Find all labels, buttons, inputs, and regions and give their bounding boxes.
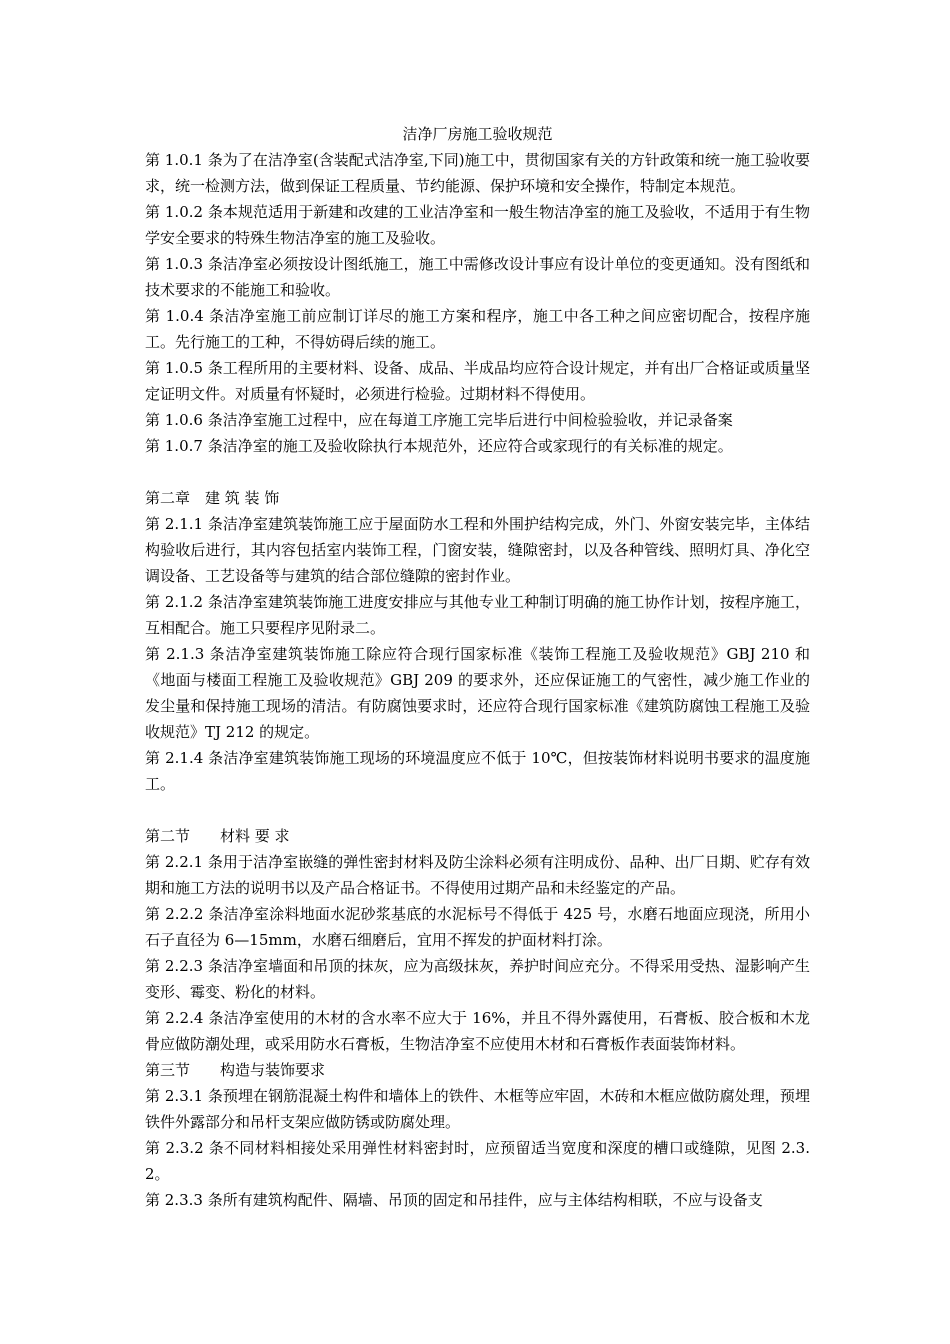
document-title: 洁净厂房施工验收规范 [402, 125, 553, 143]
paragraph-2-3-1: 第 2.3.1 条预埋在钢筋混凝土构件和墙体上的铁件、木框等应牢固，木砖和木框应做防腐处理，预埋铁件外露部分和吊杆支架应做防锈或防腐处理。 [145, 1087, 810, 1131]
paragraph-2-2-2: 第 2.2.2 条洁净室涂料地面水泥砂浆基底的水泥标号不得低于 425 号，水磨石地面应现浇，所用小石子直径为 6—15mm，水磨石细磨后，宜用不挥发的护面材料打涂。 [145, 905, 810, 949]
document-page [145, 121, 810, 1213]
paragraph-1-0-4: 第 1.0.4 条洁净室施工前应制订详尽的施工方案和程序，施工中各工种之间应密切配合，按程序施工。先行施工的工种，不得妨碍后续的施工。 [145, 307, 810, 351]
paragraph-2-1-4: 第 2.1.4 条洁净室建筑装饰施工现场的环境温度应不低于 10℃，但按装饰材料说明书要求的温度施工。 [145, 749, 810, 793]
section-3-heading: 第三节 构造与装饰要求 [145, 1061, 326, 1079]
chapter-2-heading: 第二章 建 筑 装 饰 [145, 489, 280, 507]
paragraph-1-0-1: 第 1.0.1 条为了在洁净室(含装配式洁净室,下同)施工中，贯彻国家有关的方针政策和统一施工验收要求，统一检测方法，做到保证工程质量、节约能源、保护环境和安全操作，特制定本规范。 [145, 151, 810, 195]
paragraph-1-0-7: 第 1.0.7 条洁净室的施工及验收除执行本规范外，还应符合或家现行的有关标准的规定。 [145, 437, 733, 455]
paragraph-2-2-4: 第 2.2.4 条洁净室使用的木材的含水率不应大于 16%，并且不得外露使用，石膏板、胶合板和木龙骨应做防潮处理，或采用防水石膏板，生物洁净室不应使用木材和石膏板作表面装饰材料。 [145, 1009, 810, 1053]
blank-line [145, 797, 810, 823]
paragraph-1-0-2: 第 1.0.2 条本规范适用于新建和改建的工业洁净室和一般生物洁净室的施工及验收，不适用于有生物学安全要求的特殊生物洁净室的施工及验收。 [145, 203, 810, 247]
paragraph-2-3-2: 第 2.3.2 条不同材料相接处采用弹性材料密封时，应预留适当宽度和深度的槽口或缝隙，见图 2.3.2。 [145, 1139, 810, 1183]
paragraph-1-0-6: 第 1.0.6 条洁净室施工过程中，应在每道工序施工完毕后进行中间检验验收，并记录备案 [145, 411, 733, 429]
paragraph-2-2-3: 第 2.2.3 条洁净室墙面和吊顶的抹灰，应为高级抹灰，养护时间应充分。不得采用受热、湿影响产生变形、霉变、粉化的材料。 [145, 957, 810, 1001]
paragraph-2-3-3: 第 2.3.3 条所有建筑构配件、隔墙、吊顶的固定和吊挂件，应与主体结构相联，不应与设备支 [145, 1191, 763, 1209]
paragraph-2-1-2: 第 2.1.2 条洁净室建筑装饰施工进度安排应与其他专业工种制订明确的施工协作计划，按程序施工，互相配合。施工只要程序见附录二。 [145, 593, 810, 637]
blank-line [145, 459, 810, 485]
paragraph-1-0-5: 第 1.0.5 条工程所用的主要材料、设备、成品、半成品均应符合设计规定，并有出厂合格证或质量坚定证明文件。对质量有怀疑时，必须进行检验。过期材料不得使用。 [145, 359, 810, 403]
paragraph-1-0-3: 第 1.0.3 条洁净室必须按设计图纸施工，施工中需修改设计事应有设计单位的变更通知。没有图纸和技术要求的不能施工和验收。 [145, 255, 810, 299]
paragraph-2-1-1: 第 2.1.1 条洁净室建筑装饰施工应于屋面防水工程和外围护结构完成，外门、外窗安装完毕，主体结构验收后进行，其内容包括室内装饰工程，门窗安装，缝隙密封，以及各种管线、照明灯具、净化空调设备、工艺设备等与建筑的结合部位缝隙的密封作业。 [145, 515, 810, 585]
paragraph-2-1-3: 第 2.1.3 条洁净室建筑装饰施工除应符合现行国家标准《装饰工程施工及验收规范》GBJ 210 和《地面与楼面工程施工及验收规范》GBJ 209 的要求外，还应保证施工的气密性，减少施工作业的发尘量和保持施工现场的清洁。有防腐蚀要求时，还应符合现行国家标准《建筑防腐蚀工程施工及验收规范》TJ 212 的规定。 [145, 645, 810, 741]
paragraph-2-2-1: 第 2.2.1 条用于洁净室嵌缝的弹性密封材料及防尘涂料必须有注明成份、品种、出厂日期、贮存有效期和施工方法的说明书以及产品合格证书。不得使用过期产品和未经鉴定的产品。 [145, 853, 810, 897]
section-2-heading: 第二节 材料 要 求 [145, 827, 290, 845]
